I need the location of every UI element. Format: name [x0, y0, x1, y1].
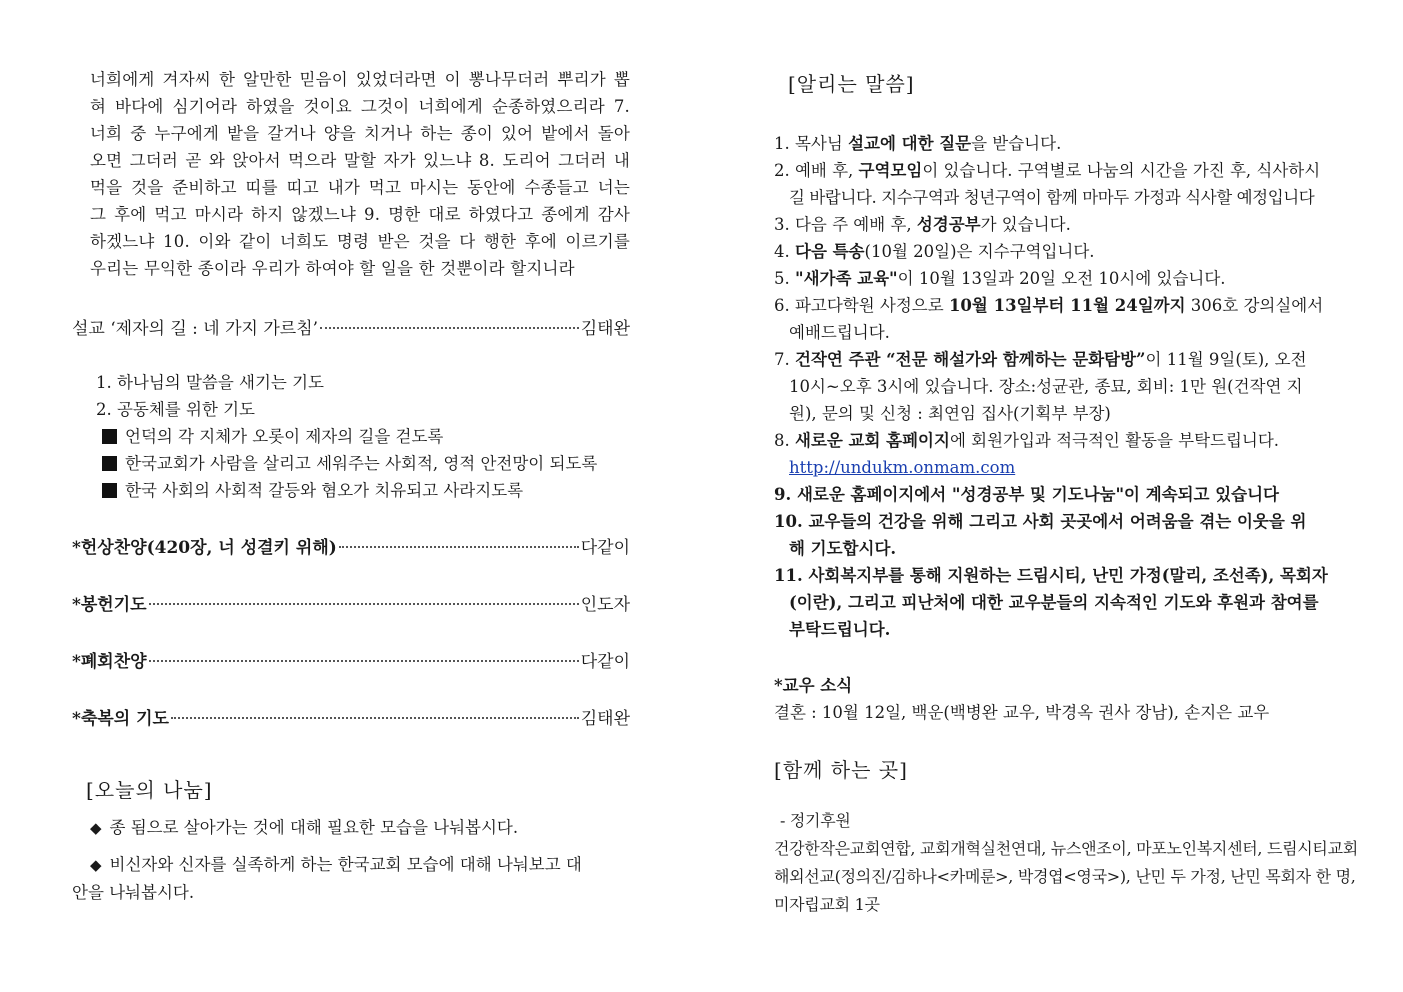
order-offering-prayer [72, 590, 630, 615]
diamond-bullet-icon: ◆ [90, 819, 102, 837]
notice-cont: 원), 문의 및 신청 : 최연임 집사(기획부 부장) [789, 404, 1111, 423]
notice-item: 7. 건작연 주관 “전문 해설가와 함께하는 문화탐방”이 11월 9일(토), 오전 [774, 350, 1307, 369]
scripture-line: 우리는 무익한 종이라 우리가 하여야 할 일을 한 것뿐이라 할지니라 [90, 259, 575, 278]
order-label: *축복의 기도 [72, 709, 169, 729]
together-title: [함께 하는 곳] [774, 758, 908, 782]
member-news [774, 672, 1269, 726]
order-person: 인도자 [580, 595, 630, 615]
member-news-title: *교우 소식 [774, 676, 853, 695]
together-line: 건강한작은교회연합, 교회개혁실천연대, 뉴스앤조이, 마포노인복지센터, 드림시티교회 [774, 839, 1358, 858]
leader-dots [320, 327, 579, 329]
notice-item: 10. 교우들의 건강을 위해 그리고 사회 곳곳에서 어려움을 겪는 이웃을 위 [774, 512, 1307, 531]
scripture-line: 하겠느냐 10. 이와 같이 너희도 명령 받은 것을 다 행한 후에 이르기를 [90, 232, 630, 251]
together-sub: - 정기후원 [780, 811, 851, 830]
leader-dots [149, 603, 579, 605]
sharing-question: ◆ 비신자와 신자를 실족하게 하는 한국교회 모습에 대해 나눠보고 대 [72, 851, 632, 879]
order-benediction [72, 704, 630, 729]
square-bullet-icon [102, 456, 117, 471]
prayer-bullet: 한국 사회의 사회적 갈등와 혐오가 치유되고 사라지도록 [102, 477, 597, 504]
scripture-passage [90, 66, 630, 282]
leader-dots [171, 717, 579, 719]
scripture-line: 그 후에 먹고 마시라 하지 않겠느냐 9. 명한 대로 하였다고 종에게 감사 [90, 205, 630, 224]
together-line: 미자립교회 1곳 [774, 895, 880, 914]
notice-cont: 길 바랍니다. 지수구역과 청년구역이 함께 마마두 가정과 식사할 예정입니다 [789, 188, 1315, 207]
notice-cont: 부탁드립니다. [789, 620, 891, 639]
scripture-line: 너희 중 누구에게 밭을 갈거나 양을 치거나 하는 종이 있어 밭에서 돌아 [90, 124, 630, 143]
member-news-text: 결혼 : 10월 12일, 백운(백병완 교우, 박경옥 권사 장남), 손지은 교우 [774, 703, 1270, 722]
announcements-title: [알리는 말씀] [788, 72, 915, 96]
scripture-line: 혀 바다에 심기어라 하였을 것이요 그것이 너희에게 순종하였으리라 7. [90, 97, 630, 116]
notice-cont [774, 454, 1332, 481]
prayer-bullet: 한국교회가 사람을 살리고 세워주는 사회적, 영적 안전망이 되도록 [102, 450, 597, 477]
leader-dots [149, 660, 579, 662]
today-sharing-title: [오늘의 나눔] [86, 778, 213, 802]
order-label: 설교 ‘제자의 길 : 네 가지 가르침’ [72, 319, 319, 339]
order-person: 김태완 [580, 319, 630, 339]
leader-dots [339, 546, 579, 548]
square-bullet-icon [102, 483, 117, 498]
notice-item: 9. 새로운 홈페이지에서 "성경공부 및 기도나눔"이 계속되고 있습니다 [774, 485, 1279, 504]
notice-cont: 예배드립니다. [789, 323, 890, 342]
today-sharing-list [72, 814, 632, 907]
notice-cont: 10시~오후 3시에 있습니다. 장소:성균관, 종묘, 회비: 1만 원(건작연 지 [789, 377, 1303, 396]
notice-item: 8. 새로운 교회 홈페이지에 회원가입과 적극적인 활동을 부탁드립니다. [774, 431, 1280, 450]
prayer-list [96, 369, 597, 504]
notice-item: 5. "새가족 교육"이 10월 13일과 20일 오전 10시에 있습니다. [774, 269, 1226, 288]
order-label: *폐회찬양 [72, 652, 147, 672]
notice-item: 2. 예배 후, 구역모임이 있습니다. 구역별로 나눔의 시간을 가진 후, 식사하시 [774, 161, 1321, 180]
notice-cont: (이란), 그리고 피난처에 대한 교우분들의 지속적인 기도와 후원과 참여를 [789, 593, 1319, 612]
notice-item: 11. 사회복지부를 통해 지원하는 드림시티, 난민 가정(말리, 조선족), 목회자 [774, 566, 1328, 585]
prayer-item: 2. 공동체를 위한 기도 [96, 400, 255, 419]
scripture-line: 먹을 것을 준비하고 띠를 띠고 내가 먹고 마시는 동안에 수종들고 너는 [90, 178, 630, 197]
order-sermon [72, 314, 630, 339]
notice-item: 6. 파고다학원 사정으로 10월 13일부터 11월 24일까지 306호 강의실에서 [774, 296, 1324, 315]
order-person: 다같이 [580, 652, 630, 672]
scripture-line: 너희에게 겨자씨 한 알만한 믿음이 있었더라면 이 뽕나무더러 뿌리가 뽑 [90, 70, 630, 89]
order-person: 김태완 [580, 709, 630, 729]
square-bullet-icon [102, 429, 117, 444]
sharing-question: ◆ 종 됨으로 살아가는 것에 대해 필요한 모습을 나눠봅시다. [72, 814, 632, 842]
order-label: *헌상찬양(420장, 너 성결키 위해) [72, 538, 337, 558]
scripture-line: 오면 그더러 곧 와 앉아서 먹으라 말할 자가 있느냐 8. 도리어 그더러 내 [90, 151, 630, 170]
prayer-bullet: 언덕의 각 지체가 오롯이 제자의 길을 걷도록 [102, 423, 597, 450]
sharing-question-cont: 안을 나눠봅시다. [72, 883, 195, 902]
order-label: *봉헌기도 [72, 595, 147, 615]
announcements-list [774, 130, 1332, 643]
together-list [774, 807, 1358, 919]
together-line: 해외선교(정의진/김하나<카메룬>, 박경엽<영국>), 난민 두 가정, 난민 목회자 한 명, [774, 867, 1356, 886]
homepage-link[interactable]: http://undukm.onmam.com [789, 458, 1016, 477]
order-closing-hymn [72, 647, 630, 672]
order-offering-hymn [72, 533, 630, 558]
order-person: 다같이 [580, 538, 630, 558]
notice-item: 3. 다음 주 예배 후, 성경공부가 있습니다. [774, 215, 1071, 234]
notice-cont: 해 기도합시다. [789, 539, 897, 558]
notice-item: 1. 목사님 설교에 대한 질문을 받습니다. [774, 134, 1062, 153]
prayer-item: 1. 하나님의 말씀을 새기는 기도 [96, 373, 324, 392]
diamond-bullet-icon: ◆ [90, 856, 102, 874]
notice-item: 4. 다음 특송(10월 20일)은 지수구역입니다. [774, 242, 1095, 261]
